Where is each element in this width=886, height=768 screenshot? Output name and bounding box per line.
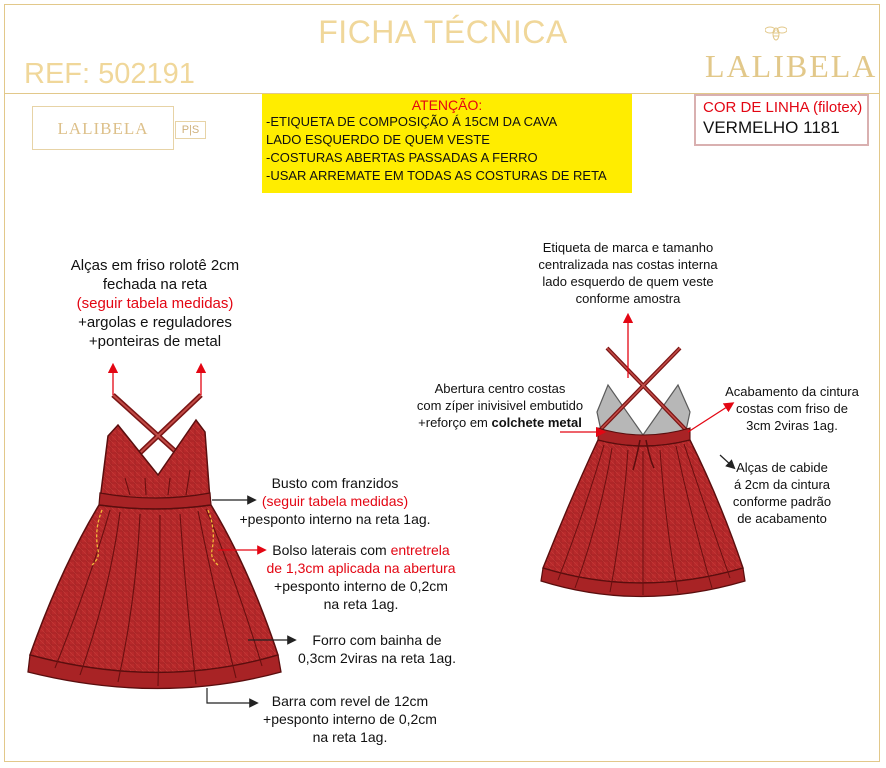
label-brand-text: LALIBELA: [57, 119, 149, 138]
note-line: na reta 1ag.: [323, 596, 399, 612]
note-line: de 1,3cm aplicada na abertura: [266, 560, 456, 576]
back-label-note: [522, 239, 734, 307]
note-line: 0,3cm 2viras na reta 1ag.: [298, 650, 456, 666]
note-line: Barra com revel de 12cm: [271, 693, 429, 709]
note-line: Forro com bainha de: [312, 632, 442, 648]
front-lining-note: [282, 631, 472, 667]
front-bust-note: [228, 474, 442, 528]
attention-line: -COSTURAS ABERTAS PASSADAS A FERRO: [266, 150, 538, 165]
note-text: colchete metal: [491, 415, 582, 430]
note-line: na reta 1ag.: [312, 729, 388, 745]
note-line: fechada na reta: [102, 276, 208, 293]
note-line: Busto com franzidos: [271, 475, 399, 491]
note-line: +pesponto interno na reta 1ag.: [239, 511, 431, 527]
note-line: lado esquerdo de quem veste: [542, 274, 714, 289]
note-text: entretrela: [390, 542, 450, 558]
back-waist-note: [716, 383, 868, 434]
note-line: Abertura centro costas: [434, 381, 566, 396]
front-hem-note: [250, 692, 450, 746]
attention-line: -USAR ARREMATE EM TODAS AS COSTURAS DE RETA: [266, 168, 607, 183]
brand-logo: LALIBELA: [705, 48, 878, 84]
note-line: costas com friso de: [736, 401, 848, 416]
back-zipper-note: [400, 380, 600, 431]
thread-color-value: VERMELHO 1181: [703, 118, 840, 137]
attention-title: ATENÇÃO:: [411, 97, 483, 113]
note-line: Etiqueta de marca e tamanho: [542, 240, 714, 255]
note-line: conforme padrão: [732, 494, 832, 509]
note-line: á 2cm da cintura: [733, 477, 831, 492]
note-text: +reforço em: [418, 415, 492, 430]
back-hanger-note: [722, 459, 842, 527]
front-pocket-note: [255, 541, 467, 613]
note-line: com zíper inivisivel embutido: [416, 398, 584, 413]
note-line: [400, 414, 600, 431]
note-text: Bolso laterais com: [272, 542, 391, 558]
attention-line: -ETIQUETA DE COMPOSIÇÃO Á 15CM DA CAVA: [266, 114, 558, 129]
reference-code: REF: 502191: [24, 58, 195, 90]
note-line: +pesponto interno de 0,2cm: [263, 711, 437, 727]
note-line: Acabamento da cintura: [725, 384, 859, 399]
note-line: de acabamento: [737, 511, 827, 526]
note-line: (seguir tabela medidas): [76, 295, 234, 312]
note-line: conforme amostra: [575, 291, 681, 306]
note-line: 3cm 2viras 1ag.: [746, 418, 838, 433]
note-line: +argolas e reguladores: [78, 314, 232, 331]
note-line: (seguir tabela medidas): [261, 493, 409, 509]
note-line: Alças em friso rolotê 2cm: [70, 257, 240, 274]
note-line: Alças de cabide: [736, 460, 828, 475]
note-line: [255, 541, 467, 559]
note-line: centralizada nas costas interna: [538, 257, 718, 272]
attention-line: LADO ESQUERDO DE QUEM VESTE: [266, 132, 490, 147]
front-straps-note: [30, 256, 280, 351]
thread-color-title: COR DE LINHA (filotex): [703, 99, 863, 116]
front-dress: [28, 395, 281, 689]
size-label-tag: P|S: [175, 121, 206, 139]
note-line: +pesponto interno de 0,2cm: [274, 578, 448, 594]
page-title: FICHA TÉCNICA: [318, 14, 568, 50]
note-line: +ponteiras de metal: [88, 333, 222, 350]
